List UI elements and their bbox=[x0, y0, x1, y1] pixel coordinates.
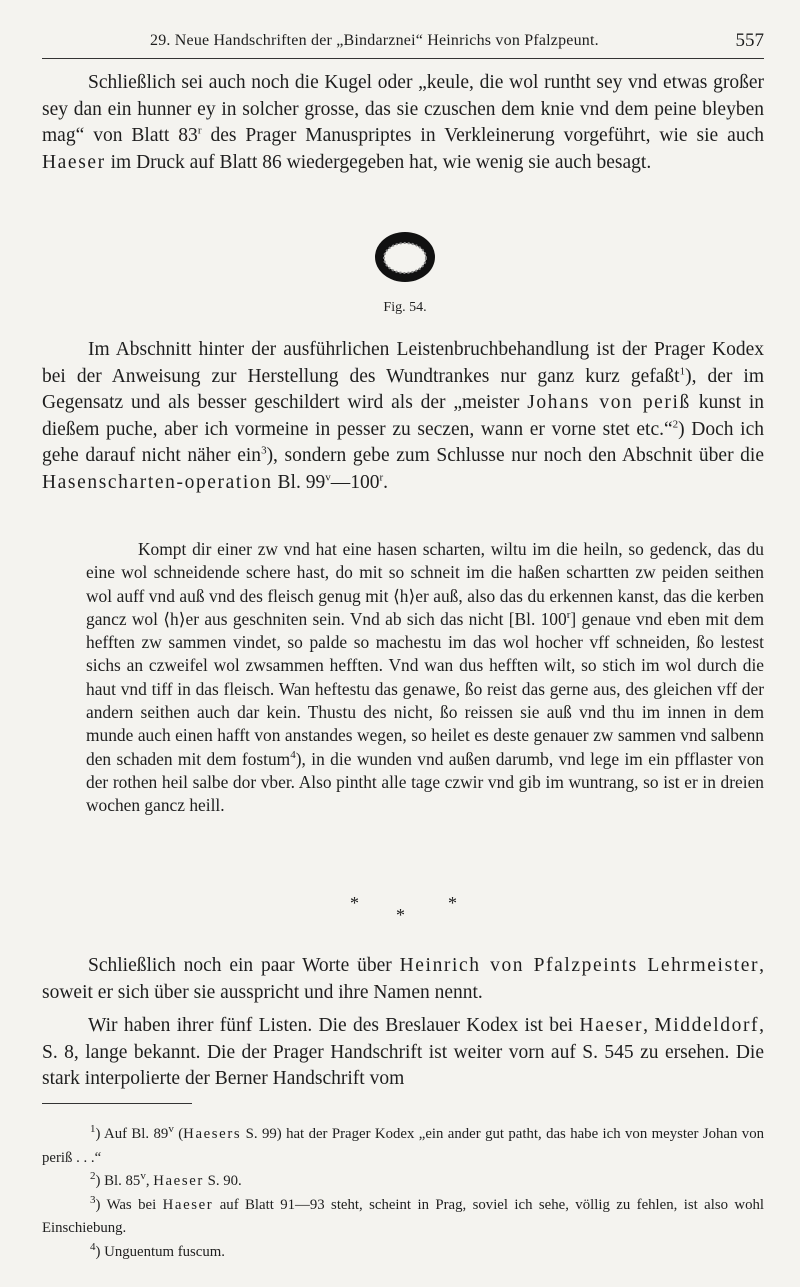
section-separator bbox=[332, 893, 472, 923]
footnote-text: ( bbox=[173, 1126, 184, 1142]
footnote-text: ) Unguentum fuscum. bbox=[95, 1243, 225, 1260]
paragraph-text: Schließlich noch ein paar Worte über bbox=[88, 955, 400, 976]
paragraph-text: des Prager Manuspriptes in Verkleinerung vorgeführt, wie sie auch bbox=[201, 125, 764, 146]
footnotes bbox=[42, 1123, 764, 1264]
figure-caption: Fig. 54. bbox=[383, 300, 427, 315]
paragraph-text: —100 bbox=[330, 471, 380, 493]
paragraph-text: . bbox=[383, 471, 388, 493]
quote-text: ] genaue vnd eben mit dem hefften zw sammen vindet, so palde so machestu im das wol hocher vff schneiden, ßo lestest sichs an czweifel wol zwsammen hefften. Vnd wan dus hefften wilt, so stich im wol durch die haut vnd tiff in das fleisch. Wan heftestu das genawe, ßo reist das gerne aus, des gleichen vff der andern seithen auch dar kein. Thustu des nicht, ßo reissen sie auß vnd thu im innen in dem munde auch einen hafft von anstandes wegen, so heilet es deste genauer zw sammen vnd salbenn den schaden mit dem fostum bbox=[86, 608, 764, 769]
footnote-ref: 4 bbox=[290, 748, 296, 761]
footnote-ref: 1 bbox=[679, 365, 686, 377]
footnote-text: ) Auf Bl. 89 bbox=[95, 1126, 169, 1142]
quote-text: ), in die wunden vnd außen darumb, vnd lege im ein pfflaster von der rothen heil salbe dor vber. Also pintht alle tage czwir vnd gib im wuntrang, so ist er in dreien wochen gancz heill. bbox=[86, 748, 765, 816]
footnote-2 bbox=[42, 1170, 764, 1194]
footnote-1 bbox=[42, 1123, 764, 1170]
quote-text: Kompt dir einer zw vnd hat eine hasen scharten, wiltu im die heiln, so gedenck, das du eine wol schneidende schere hast, do mit so schneit im die haßen schartten zw peiden seithen wol auff vnd auß vnd des fleisch genug mit ⟨h⟩er auß, also das du erkennen kanst, das die kerben gancz wol ⟨h⟩er aus geschniten sein. Vnd ab sich das nicht [Bl. 100 bbox=[86, 539, 764, 629]
footnote-ref: 3 bbox=[261, 444, 267, 457]
footnote-mark: 3 bbox=[90, 1193, 96, 1206]
paragraph-text: Im Abschnitt hinter der ausführlichen Leistenbruchbehandlung ist der Prager Kodex bei der Anweisung zur Herstellung des Wundtrankes nur ganz kurz gefaßt bbox=[42, 339, 764, 387]
person-name: Heinrich von Pfalzpeints Lehrmeister bbox=[399, 955, 760, 976]
running-header bbox=[42, 28, 764, 59]
paragraph-text: ), sondern gebe zum Schlusse nur noch den Abschnit über die bbox=[266, 445, 764, 466]
footnote-text: S. 90. bbox=[203, 1173, 242, 1189]
ring-illustration bbox=[372, 228, 438, 286]
person-name: Johans von periß bbox=[527, 392, 691, 413]
paragraph-text: , S. 8, lange bekannt. Die der Prager Handschrift ist weiter vorn auf S. 545 zu ersehen. Die stark interpolierte der Berner Handschrift vom bbox=[42, 1015, 765, 1089]
folio-mark: v bbox=[140, 1170, 146, 1183]
paragraph-wundtrank bbox=[42, 337, 764, 496]
author-name: Haeser bbox=[579, 1015, 644, 1036]
author-name: Middeldorf bbox=[654, 1015, 760, 1036]
paragraph-text: Wir haben ihrer fünf Listen. Die des Breslauer Kodex ist bei bbox=[88, 1015, 580, 1036]
author-name: Haeser bbox=[42, 151, 106, 173]
page-number: 557 bbox=[735, 30, 764, 51]
folio-mark: v bbox=[325, 471, 331, 483]
footnote-text: auf Blatt 91—93 steht, scheint in Prag, soviel ich sehe, völlig zu fehlen, ist also wohl Einschiebung. bbox=[42, 1196, 764, 1236]
footnote-text: , bbox=[145, 1173, 154, 1189]
footnote-4 bbox=[42, 1241, 764, 1265]
separator-star: * bbox=[448, 893, 457, 913]
footnote-text: S. 99) hat der Prager Kodex „ein ander gut patht, das habe ich von meyster Johan von periß . . .“ bbox=[42, 1126, 764, 1166]
footnote-mark: 1 bbox=[90, 1123, 96, 1136]
figure-kugel-ring bbox=[372, 228, 438, 286]
footnote-mark: 4 bbox=[90, 1240, 96, 1253]
folio-mark: r bbox=[379, 471, 384, 483]
folio-mark: r bbox=[197, 124, 202, 137]
footnote-text: ) Bl. 85 bbox=[95, 1173, 141, 1189]
paragraph-text: , bbox=[643, 1015, 655, 1036]
paragraph-text: im Druck auf Blatt 86 wiedergegeben hat, wie wenig sie auch besagt. bbox=[105, 151, 652, 173]
paragraph-lehrmeister bbox=[42, 953, 764, 1006]
footnote-ref: 2 bbox=[672, 418, 679, 430]
footnote-mark: 2 bbox=[90, 1170, 96, 1183]
folio-mark: r bbox=[566, 609, 571, 622]
paragraph-text: Schließlich sei auch noch die Kugel oder „keule, die wol runtht sey vnd etwas großer sey dan ein hunner ey in solcher grosse, das sie czuschen dem knie vnd dem peine bleyben mag“ von Blatt 83 bbox=[42, 72, 764, 146]
footnote-rule bbox=[42, 1103, 192, 1104]
quoted-passage bbox=[86, 538, 764, 818]
paragraph-text: kunst in dießem puche, aber ich vormeine in pesser zu seczen, wann er vorne stet etc.“ bbox=[42, 392, 764, 440]
paragraph-listen bbox=[42, 1013, 764, 1093]
paragraph-text: ) Doch ich gehe darauf nicht näher ein bbox=[42, 418, 764, 466]
paragraph-text: ), der im Gegensatz und als besser geschildert wird als der „meister bbox=[42, 365, 764, 413]
folio-mark: v bbox=[168, 1123, 174, 1136]
footnote-3 bbox=[42, 1194, 764, 1241]
paragraph-kugel bbox=[42, 70, 764, 176]
paragraph-text: Bl. 99 bbox=[272, 471, 326, 493]
book-page bbox=[42, 0, 764, 1287]
separator-star: * bbox=[350, 893, 359, 913]
author-name: Haesers bbox=[183, 1126, 242, 1142]
paragraph-text: , soweit er sich über sie ausspricht und ihre Namen nennt. bbox=[42, 955, 764, 1003]
footnote-text: ) Was bei bbox=[95, 1196, 163, 1213]
running-title: 29. Neue Handschriften der „Bindarznei“ Heinrichs von Pfalzpeunt. bbox=[150, 32, 599, 49]
author-name: Haeser bbox=[162, 1196, 214, 1213]
author-name: Haeser bbox=[153, 1173, 204, 1189]
separator-star: * bbox=[396, 905, 405, 925]
emphasized-term: Hasenscharten-operation bbox=[42, 471, 273, 493]
